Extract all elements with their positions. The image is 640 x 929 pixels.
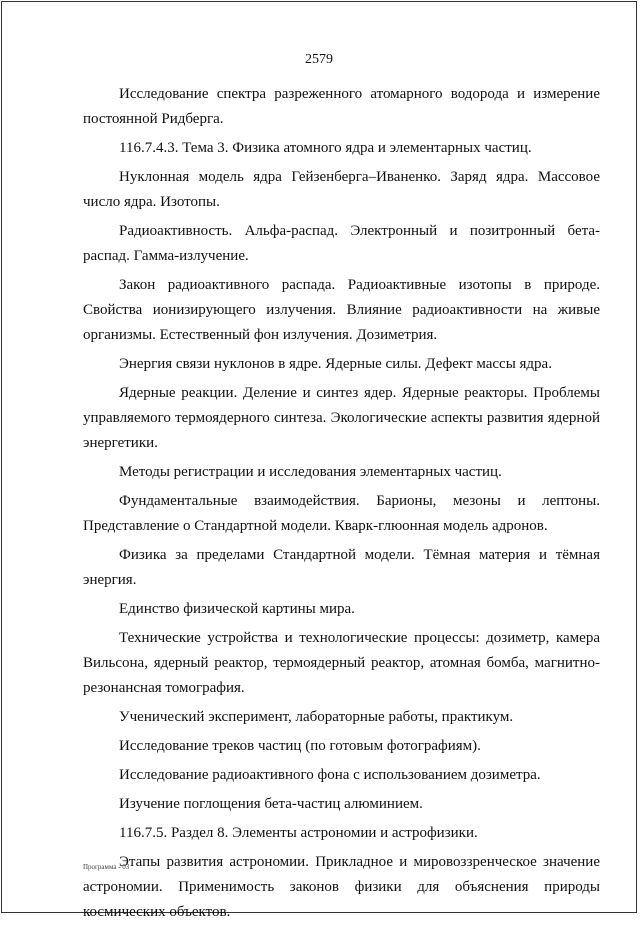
page-footer: Программа - 03 [83, 863, 130, 871]
paragraph: Энергия связи нуклонов в ядре. Ядерные силы. Дефект массы ядра. [119, 356, 552, 372]
paragraph: Радиоактивность. Альфа-распад. Электронный и позитронный бета-распад. Гамма-излучение. [83, 223, 600, 264]
paragraph: Технические устройства и технологические процессы: дозиметр, камера Вильсона, ядерный реактор, термоядерный реактор, атомная бомба, магнитно-резонансная томография. [83, 630, 600, 696]
paragraph: Исследование спектра разреженного атомарного водорода и измерение постоянной Ридберга. [83, 86, 600, 127]
paragraph: Нуклонная модель ядра Гейзенберга–Иваненко. Заряд ядра. Массовое число ядра. Изотопы. [83, 169, 600, 210]
paragraph: Исследование треков частиц (по готовым фотографиям). [119, 738, 481, 754]
paragraph: Закон радиоактивного распада. Радиоактивные изотопы в природе. Свойства ионизирующего излучения. Влияние радиоактивности на живые организмы. Естественный фон излучения. Дозиметрия. [83, 277, 600, 343]
page-number: 2579 [305, 52, 333, 67]
paragraph: Изучение поглощения бета-частиц алюминием. [119, 796, 423, 812]
document-body [83, 82, 600, 929]
paragraph: Физика за пределами Стандартной модели. Тёмная материя и тёмная энергия. [83, 547, 600, 588]
paragraph: Методы регистрации и исследования элементарных частиц. [119, 464, 502, 480]
paragraph: Этапы развития астрономии. Прикладное и мировоззренческое значение астрономии. Применимость законов физики для объяснения природы космических объектов. [83, 854, 600, 920]
paragraph: Ядерные реакции. Деление и синтез ядер. Ядерные реакторы. Проблемы управляемого термоядерного синтеза. Экологические аспекты развития ядерной энергетики. [83, 385, 600, 451]
paragraph: Фундаментальные взаимодействия. Барионы, мезоны и лептоны. Представление о Стандартной модели. Кварк-глюонная модель адронов. [83, 493, 600, 534]
paragraph: Исследование радиоактивного фона с использованием дозиметра. [119, 767, 541, 783]
section-heading: 116.7.5. Раздел 8. Элементы астрономии и астрофизики. [119, 825, 478, 841]
paragraph: Единство физической картины мира. [119, 601, 355, 617]
document-page [1, 1, 637, 920]
section-heading: 116.7.4.3. Тема 3. Физика атомного ядра и элементарных частиц. [119, 140, 532, 156]
paragraph: Ученический эксперимент, лабораторные работы, практикум. [119, 709, 514, 725]
